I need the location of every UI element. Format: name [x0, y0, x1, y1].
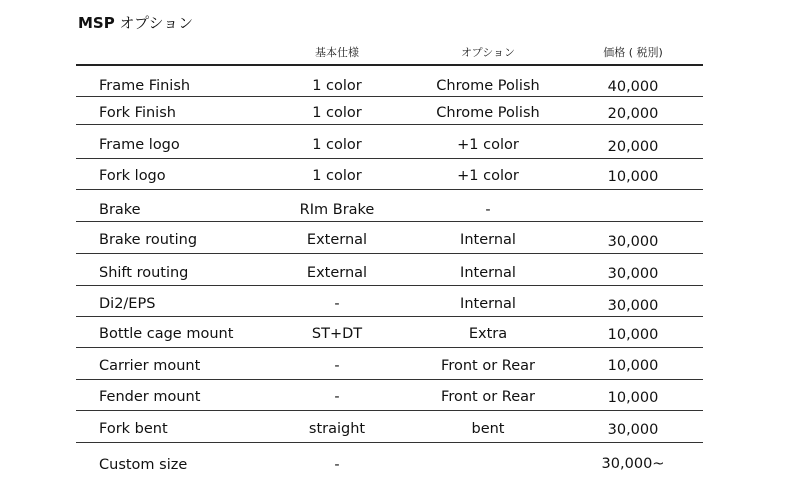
row-divider [76, 96, 703, 97]
row-price-value: 20,000 [607, 139, 659, 155]
row-option-value: +1 color [457, 137, 519, 153]
row-standard-value: External [306, 265, 368, 281]
row-item-label: Brake [99, 202, 141, 218]
row-price-value: 30,000 [607, 422, 659, 438]
row-divider [76, 285, 703, 286]
row-price-value: 30,000~ [601, 456, 665, 472]
row-standard-value: 1 color [312, 105, 362, 121]
row-divider [76, 347, 703, 348]
row-option-value: - [485, 202, 491, 218]
row-item-label: Fender mount [99, 389, 201, 405]
row-item-label: Bottle cage mount [99, 326, 234, 342]
row-item-label: Frame Finish [99, 78, 191, 94]
row-standard-value: straight [308, 421, 366, 437]
row-option-value: Front or Rear [441, 358, 535, 374]
row-option-value: Extra [468, 326, 508, 342]
row-item-label: Frame logo [99, 137, 180, 153]
row-price-value: 10,000 [607, 390, 659, 406]
row-item-label: Shift routing [99, 265, 189, 281]
row-option-value: Internal [460, 232, 516, 248]
header-option: オプション [460, 46, 516, 59]
row-price-value: 20,000 [607, 106, 659, 122]
title-brand: MSP [78, 14, 115, 32]
row-option-value: Internal [460, 265, 516, 281]
row-price-value: 30,000 [607, 234, 659, 250]
row-divider [76, 442, 703, 443]
row-item-label: Fork bent [99, 421, 168, 437]
row-item-label: Fork logo [99, 168, 166, 184]
row-divider [76, 379, 703, 380]
row-standard-value: 1 color [312, 78, 362, 94]
row-divider [76, 189, 703, 190]
header-price: 価格 ( 税別) [603, 46, 663, 59]
row-item-label: Di2/EPS [99, 296, 156, 312]
row-price-value: 40,000 [607, 79, 659, 95]
row-standard-value: - [334, 358, 340, 374]
row-item-label: Brake routing [99, 232, 198, 248]
row-divider [76, 124, 703, 125]
row-option-value: bent [471, 421, 505, 437]
table-top-rule [76, 64, 703, 66]
row-price-value: 30,000 [607, 298, 659, 314]
row-item-label: Carrier mount [99, 358, 201, 374]
row-standard-value: - [334, 457, 340, 473]
row-option-value: Internal [460, 296, 516, 312]
row-option-value: Front or Rear [441, 389, 535, 405]
row-price-value: 30,000 [607, 266, 659, 282]
row-divider [76, 253, 703, 254]
row-item-label: Custom size [99, 457, 188, 473]
row-option-value: Chrome Polish [436, 105, 540, 121]
row-option-value: Chrome Polish [436, 78, 540, 94]
page-title [78, 12, 193, 33]
row-standard-value: 1 color [312, 137, 362, 153]
row-price-value: 10,000 [607, 358, 659, 374]
row-divider [76, 410, 703, 411]
title-suffix: オプション [114, 14, 194, 32]
row-option-value: +1 color [457, 168, 519, 184]
row-divider [76, 221, 703, 222]
row-divider [76, 158, 703, 159]
row-standard-value: RIm Brake [299, 202, 375, 218]
row-item-label: Fork Finish [99, 105, 176, 121]
row-price-value: 10,000 [607, 327, 659, 343]
row-standard-value: - [334, 296, 340, 312]
row-standard-value: - [334, 389, 340, 405]
row-standard-value: 1 color [312, 168, 362, 184]
row-standard-value: ST+DT [311, 326, 363, 342]
row-price-value: 10,000 [607, 169, 659, 185]
row-divider [76, 316, 703, 317]
header-standard: 基本仕様 [315, 46, 359, 59]
row-standard-value: External [306, 232, 368, 248]
